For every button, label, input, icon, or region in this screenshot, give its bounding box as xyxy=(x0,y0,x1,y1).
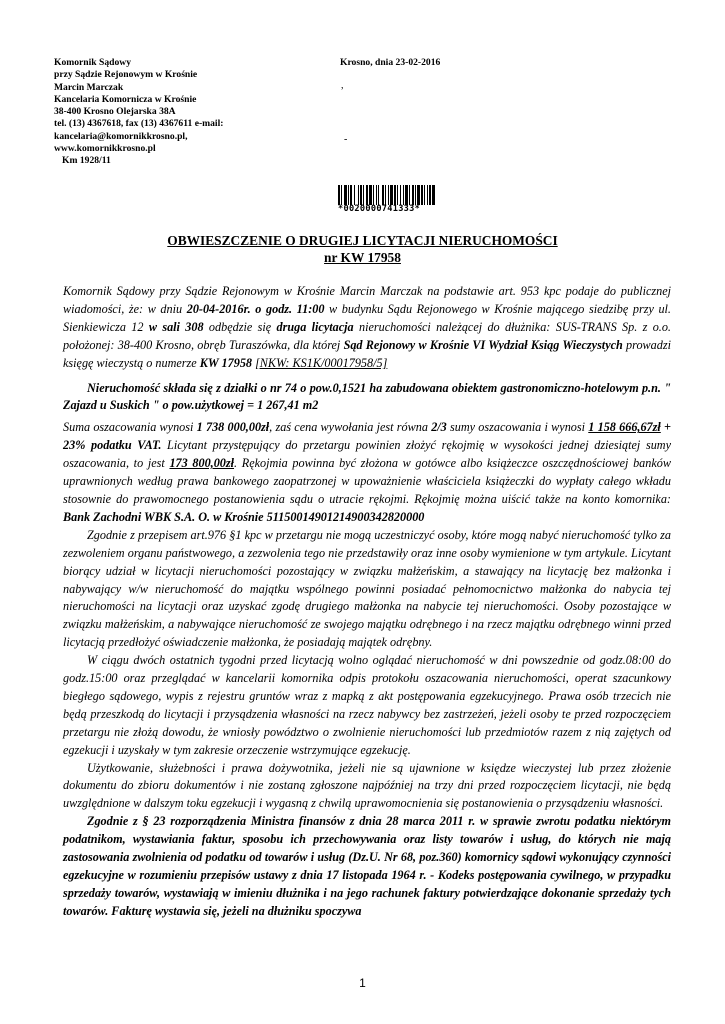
text-run: , zaś cena wywołania jest równa xyxy=(269,420,432,435)
text-run: w budynku Sądu Rejonowego w Krośnie mającego siedzibę przy ul. Sienkiewicza 12 xyxy=(63,301,671,334)
header-line: www.komornikkrosno.pl xyxy=(54,143,156,155)
barcode xyxy=(338,185,470,214)
barcode-bars xyxy=(338,185,470,205)
notice-title: OBWIESZCZENIE O DRUGIEJ LICYTACJI NIERUCHOMOŚCI xyxy=(167,233,558,248)
header-line: 38-400 Krosno Olejarska 38A xyxy=(54,106,176,118)
court-name: Sąd Rejonowy w Krośnie VI Wydział Ksiąg Wieczystych xyxy=(343,337,623,352)
case-number: Km 1928/11 xyxy=(62,155,111,167)
kw-number: KW 17958 xyxy=(199,355,253,370)
text-run: Suma oszacowania wynosi xyxy=(63,420,197,435)
header-line: Kancelaria Komornicza w Krośnie xyxy=(54,93,197,105)
paragraph-vat xyxy=(63,813,671,920)
text-run: Komornik Sądowy przy Sądzie Rejonowym w Krośnie Marcin Marczak na podstawie art. 953 kpc podaje do publicznej wiadomości, że: w dniu xyxy=(63,284,671,316)
paragraph-intro xyxy=(63,283,671,373)
bailiff-header xyxy=(54,57,223,168)
valuation-amount: 1 738 000,00zł xyxy=(196,420,270,435)
header-line: tel. (13) 4367618, fax (13) 4367611 e-mail: xyxy=(54,118,224,130)
vat-regulation: Zgodnie z § 23 rozporządzenia Ministra finansów z dnia 28 marca 2011 r. w sprawie zwrotu podatku niektórym podatnikom, wystawiania faktur, sposobu ich przechowywania oraz listy towarów i usług, do których nie mają zastosowania zwolnienia od podatku od towarów i usług (Dz.U. Nr 68, poz.360) komornicy sądowi wykonujący czynności egzekucyjne w rozumieniu przepisów ustawy z dnia 17 listopada 1964 r. - Kodeks postępowania cywilnego, w przypadku sprzedaży towarów, wystawiają w imieniu dłużnika i na jego rachunek faktury potwierdzające dokonanie sprzedaży tych towarów. Fakturę wystawia się, jeżeli na dłużniku spoczywa xyxy=(63,814,671,918)
nkw-number: [NKW: KS1K/00017958/5] xyxy=(255,355,388,370)
fraction: 2/3 xyxy=(431,420,447,435)
paragraph-property xyxy=(63,380,671,416)
text-run: sumy oszacowania i wynosi xyxy=(446,420,589,435)
paragraph-rights: Użytkowanie, służebności i prawa dożywotnika, jeżeli nie są ujawnione w księdze wieczystej lub przez złożenie dokumentu do zbioru dokumentów i nie zostaną zgłoszone najpóźniej na trzy dni przed rozpoczęciem licytacji, nie będą uwzględnione w dalszym toku egzekucji i wygasną z chwilą uprawomocnienia się postanowienia o przysądzeniu własności. xyxy=(63,760,671,811)
barcode-text: *0020000741333* xyxy=(338,204,421,214)
header-line: przy Sądzie Rejonowym w Krośnie xyxy=(54,69,198,81)
header-line: Marcin Marczak xyxy=(54,81,124,93)
vat-note: + 23% podatku VAT. xyxy=(63,420,671,453)
paragraph-participants: Zgodnie z przepisem art.976 §1 kpc w przetargu nie mogą uczestniczyć osoby, które mogą nabyć nieruchomość tylko za zezwoleniem organu państwowego, a zezwolenia tego nie przedstawiły oraz inne osoby wymienione w tym artykule. Licytant biorący udział w licytacji nieruchomości pozostający w związku małżeńskim, a stawający na licytację bez małżonka i nabywający w/w nieruchomość do majątku wspólnego powinni posiadać pełnomocnictwo małżonka do nabycia tej nieruchomości na licytacji oraz uzyskać zgodę drugiego małżonka na nabycie tej nieruchomości. Osoby pozostające w związku małżeńskim, a nabywające nieruchomość ze swojego majątku odrębnego i na rzecz majątku odrębnego winni przed licytacją przedłożyć oświadczenie małżonka, że posiadają majątek odrębny. xyxy=(63,527,671,650)
text-run: Licytant przystępujący do przetargu powinien złożyć rękojmię w wysokości jednej dziesiątej sumy oszacowania, to jest xyxy=(63,438,672,471)
text-run: prowadzi księgę wieczystą o numerze xyxy=(63,337,671,370)
starting-price: 1 158 666,67zł xyxy=(588,420,661,435)
text-run: . Rękojmia powinna być złożona w gotówce albo książeczce oszczędnościowej banków uprawnionych według prawa bankowego zaopatrzonej w upoważnienie właściciela książeczki do wypłaty całego wkładu stosownie do prawomocnego postanowienia sądu o utracie rękojmi. Rękojmię można uiścić także na konto komornika: xyxy=(63,456,671,506)
auction-type: druga licytacja xyxy=(276,319,354,334)
deposit-amount: 173 800,00zł xyxy=(169,456,235,471)
auction-room: w sali 308 xyxy=(148,319,204,334)
notice-body xyxy=(63,283,671,921)
auction-date: 20-04-2016r. o godz. 11:00 xyxy=(186,301,325,316)
stray-comma: , xyxy=(341,80,344,91)
barcode-bar xyxy=(435,185,436,205)
text-run: odbędzie się xyxy=(203,319,277,334)
paragraph-inspection: W ciągu dwóch ostatnich tygodni przed licytacją wolno oglądać nieruchomość w dni powszednie od godz.08:00 do godz.15:00 oraz przeglądać w kancelarii komornika odpis protokołu oszacowania nieruchomości, operat szacunkowy biegłego sądowego, wypis z rejestru gruntów wraz z mapką z akt postępowania egzekucyjnego. Prawa osób trzecich nie będą przeszkodą do licytacji i przysądzenia własności na rzecz nabywcy bez zastrzeżeń, jeżeli osoby te przed rozpoczęciem przetargu nie złożą dowodu, że wniosły powództwo o zwolnienie nieruchomości lub przedmiotów razem z nią zajętych od egzekucji i uzyskały w tym zakresie orzeczenie wstrzymujące egzekucję. xyxy=(63,653,671,757)
paragraph-valuation xyxy=(63,419,671,526)
date-line: Krosno, dnia 23-02-2016 xyxy=(340,57,441,68)
stray-dash: - xyxy=(344,134,348,145)
page-number: 1 xyxy=(359,976,366,990)
header-line: kancelaria@komornikkrosno.pl, xyxy=(54,130,188,142)
text-run: nieruchomości należącej do dłużnika: SUS-TRANS Sp. z o.o. położonej: 38-400 Krosno, obręb Turaszówka, dla której xyxy=(63,319,671,352)
property-description: Nieruchomość składa się z działki o nr 74 o pow.0,1521 ha zabudowana obiektem gastronomiczno-hotelowym p.n. " Zajazd u Suskich " o pow.użytkowej = 1 267,41 m2 xyxy=(63,380,671,413)
notice-subtitle: nr KW 17958 xyxy=(324,250,401,265)
header-line: Komornik Sądowy xyxy=(54,57,132,68)
bank-account: Bank Zachodni WBK S.A. O. w Krośnie 51150014901214900342820000 xyxy=(63,509,425,524)
